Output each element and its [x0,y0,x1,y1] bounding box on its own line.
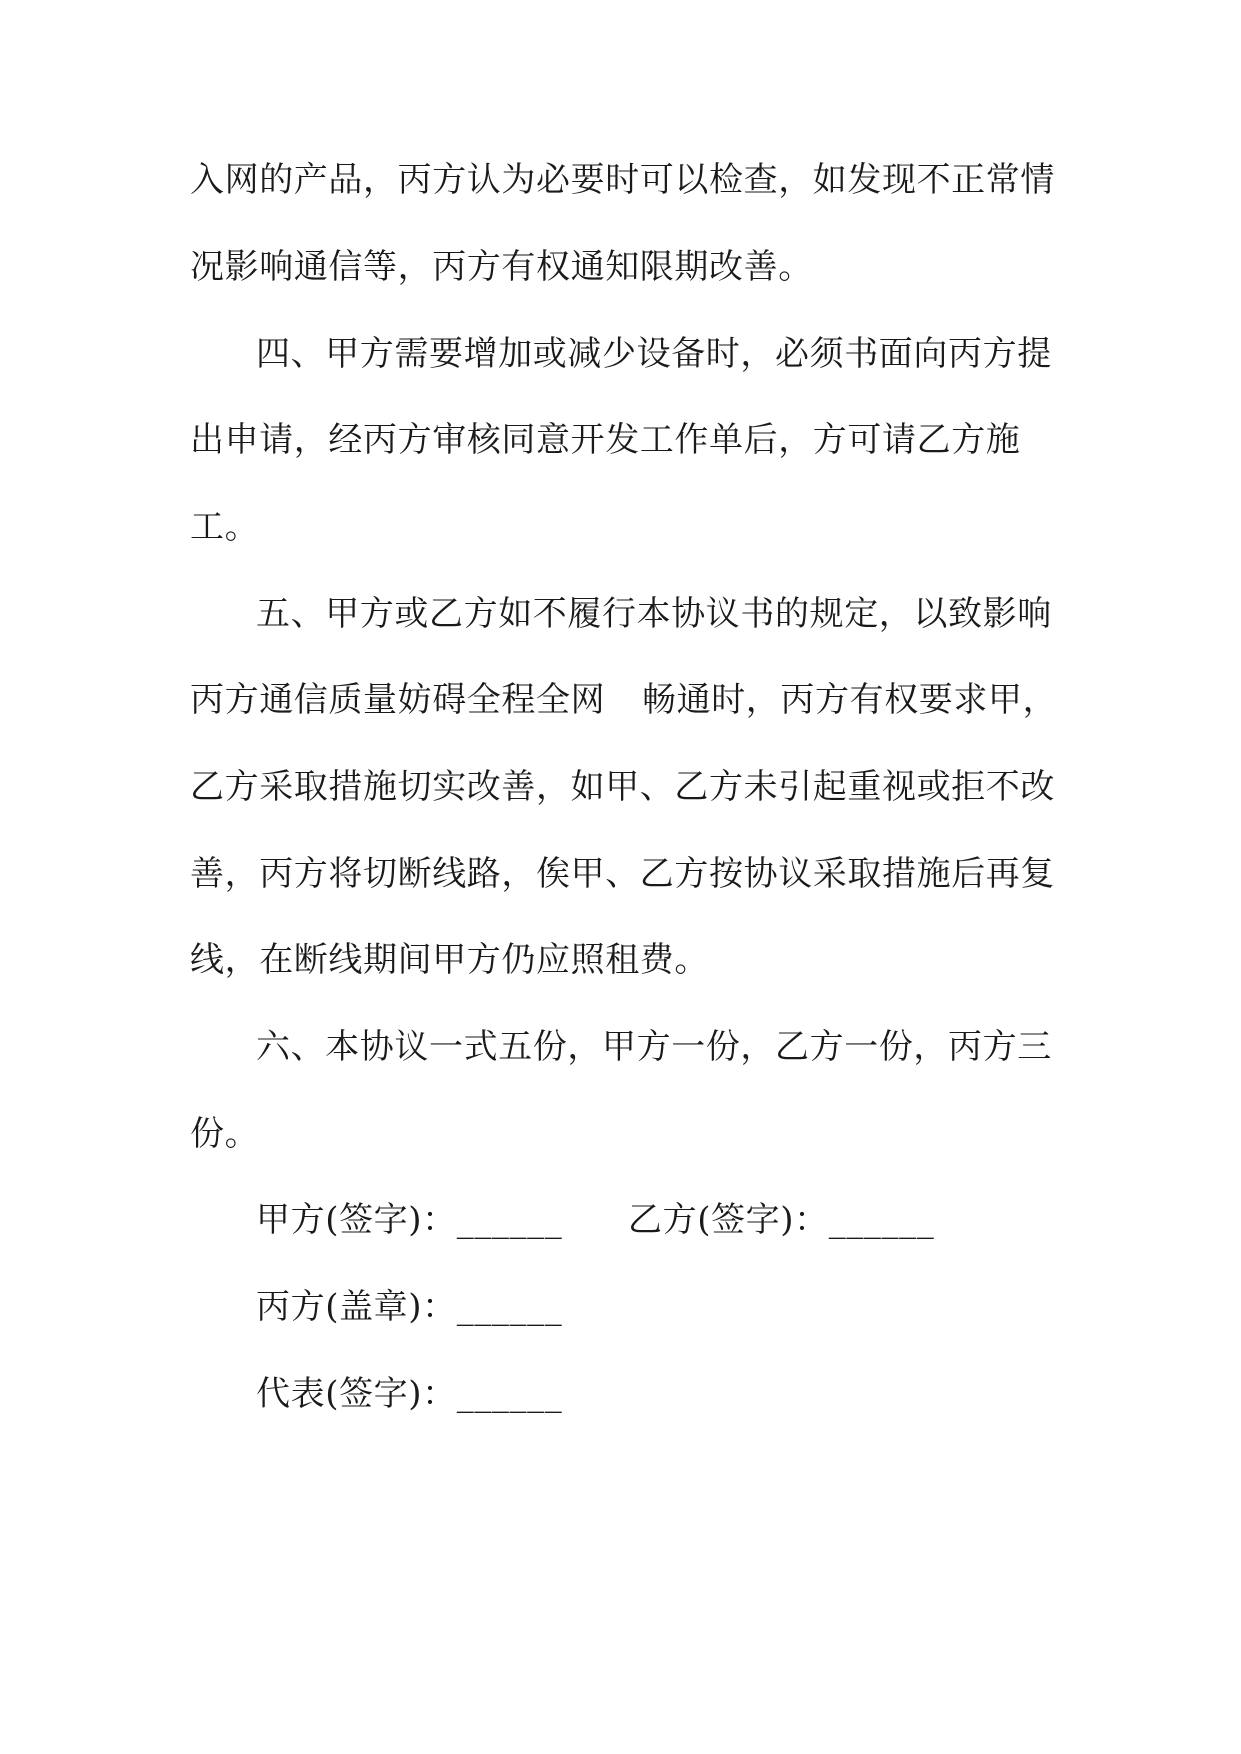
paragraph-line: 入网的产品，丙方认为必要时可以检查，如发现不正常情 [190,160,1055,200]
paragraph-line: 善，丙方将切断线路，俟甲、乙方按协议采取措施后再复 [190,854,1055,894]
party-c-seal: 丙方(盖章)：______ [256,1287,563,1327]
party-b-signature: 乙方(签字)：______ [628,1200,935,1240]
paragraph-line: 况影响通信等，丙方有权通知限期改善。 [190,247,813,287]
clause-six-line: 六、本协议一式五份，甲方一份，乙方一份，丙方三 [256,1027,1052,1067]
clause-five-line: 五、甲方或乙方如不履行本协议书的规定，以致影响 [256,594,1052,634]
paragraph-line: 乙方采取措施切实改善，如甲、乙方未引起重视或拒不改 [190,767,1055,807]
paragraph-line: 份。 [190,1114,260,1154]
paragraph-line: 线，在断线期间甲方仍应照租费。 [190,940,709,980]
paragraph-line: 丙方通信质量妨碍全程全网 [190,680,606,720]
paragraph-line: 工。 [190,507,260,547]
paragraph-line: 出申请，经丙方审核同意开发工作单后，方可请乙方施 [190,420,1021,460]
representative-signature: 代表(签字)：______ [256,1374,563,1414]
party-a-signature: 甲方(签字)：______ [256,1200,563,1240]
paragraph-line-continued: 畅通时，丙方有权要求甲， [642,680,1058,720]
clause-four-line: 四、甲方需要增加或减少设备时，必须书面向丙方提 [256,334,1052,374]
